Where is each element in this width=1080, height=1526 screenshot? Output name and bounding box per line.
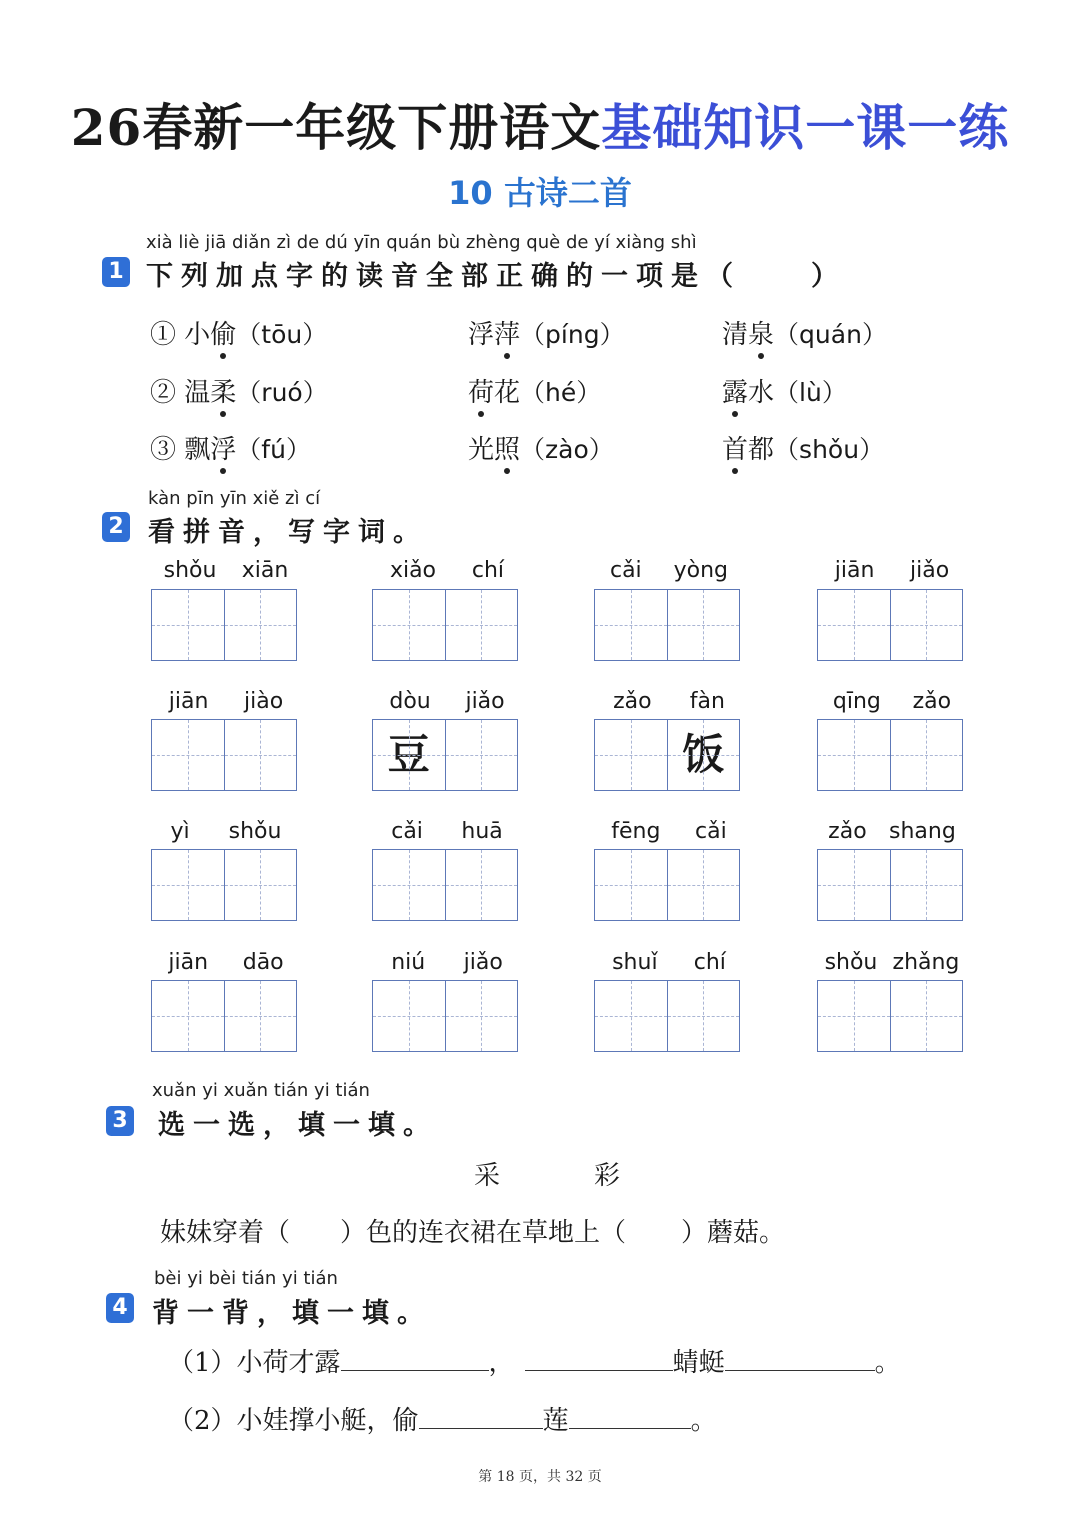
q3-choice-cai-color: 彩 <box>594 1161 621 1191</box>
option-char: ① 小 <box>150 320 211 350</box>
pinyin-syllable: shuǐ <box>612 950 658 975</box>
q4-blank-5[interactable] <box>569 1406 691 1429</box>
pinyin-syllable: dòu <box>389 689 431 714</box>
q2-number-badge: 2 <box>102 512 130 542</box>
pinyin-syllable: zǎo <box>828 819 867 844</box>
pinyin-syllable: zǎo <box>613 689 652 714</box>
writing-cell[interactable] <box>667 590 740 660</box>
cell-pinyin <box>372 689 522 714</box>
q4-line1-part-d: 。 <box>874 1348 901 1378</box>
cell-pinyin <box>594 819 744 844</box>
writing-cell[interactable] <box>818 981 890 1051</box>
cell-pinyin <box>151 819 301 844</box>
dotted-char: 浮 <box>210 435 237 465</box>
pinyin-syllable: shǒu <box>228 819 282 844</box>
writing-box <box>594 719 740 791</box>
pinyin-syllable: niú <box>391 950 426 975</box>
pinyin-syllable: yì <box>170 819 190 844</box>
option-pinyin: zào <box>545 435 589 464</box>
cell-pinyin <box>151 689 301 714</box>
writing-cell[interactable] <box>224 590 297 660</box>
pinyin-syllable: jiān <box>834 558 875 583</box>
writing-box <box>151 719 297 791</box>
q1-option <box>722 372 847 409</box>
option-char: ③ 飘 <box>150 435 211 465</box>
q3-sentence-part-c: ）蘑菇。 <box>681 1218 786 1248</box>
writing-box <box>817 980 963 1052</box>
dotted-char: 荷 <box>468 378 495 408</box>
option-char: 水 <box>748 378 775 408</box>
cell-pinyin <box>817 950 967 975</box>
q3-number-badge: 3 <box>106 1106 134 1136</box>
writing-cell[interactable] <box>595 850 667 920</box>
writing-cell[interactable] <box>890 720 963 790</box>
option-char: 都 <box>748 435 775 465</box>
writing-box <box>594 849 740 921</box>
q4-line2-part-c: 。 <box>690 1406 717 1436</box>
option-open-paren: （ <box>520 320 546 349</box>
q4-line-2 <box>168 1400 717 1437</box>
writing-cell[interactable] <box>818 850 890 920</box>
writing-cell[interactable] <box>152 720 224 790</box>
q4-number-badge: 4 <box>106 1293 134 1323</box>
option-pinyin: ruó <box>261 378 303 407</box>
option-close-paren: ） <box>821 378 847 407</box>
writing-cell[interactable] <box>152 850 224 920</box>
pinyin-syllable: jiǎo <box>465 689 505 714</box>
option-open-paren: （ <box>774 320 800 349</box>
option-pinyin: hé <box>545 378 577 407</box>
dotted-char: 首 <box>722 435 749 465</box>
writing-box <box>372 980 518 1052</box>
q4-line-1 <box>168 1342 901 1379</box>
pinyin-syllable: jiān <box>168 689 209 714</box>
pinyin-syllable: zǎo <box>912 689 952 714</box>
writing-cell[interactable] <box>818 590 890 660</box>
writing-box <box>372 589 518 661</box>
writing-cell[interactable] <box>152 981 224 1051</box>
pinyin-syllable: chí <box>471 558 505 583</box>
option-char: 清 <box>722 320 749 350</box>
pinyin-syllable: jiǎo <box>463 950 503 975</box>
pinyin-syllable: yòng <box>673 558 729 583</box>
cell-pinyin <box>151 558 301 583</box>
page-title <box>0 88 1080 160</box>
q4-blank-4[interactable] <box>419 1406 543 1429</box>
q2-question: 看拼音，写字词。 <box>148 517 428 548</box>
writing-box <box>372 719 518 791</box>
option-close-paren: ） <box>859 435 885 464</box>
cell-pinyin <box>372 819 522 844</box>
writing-cell[interactable] <box>445 850 518 920</box>
pinyin-syllable: cǎi <box>609 558 642 583</box>
q3-question: 选一选，填一填。 <box>158 1110 438 1141</box>
cell-pinyin <box>594 558 744 583</box>
q1-option <box>468 372 601 409</box>
q1-option <box>468 314 625 351</box>
q1-number-badge: 1 <box>102 257 130 287</box>
option-close-paren: ） <box>302 320 328 349</box>
writing-box <box>151 980 297 1052</box>
pinyin-syllable: xiān <box>241 558 289 583</box>
q4-line1-part-a: （1）小荷才露 <box>168 1348 341 1378</box>
dotted-char: 照 <box>494 435 521 465</box>
cell-pinyin <box>817 689 967 714</box>
writing-box <box>817 589 963 661</box>
q1-option <box>150 314 327 351</box>
q4-question: 背一背，填一填。 <box>152 1298 432 1329</box>
writing-box <box>817 719 963 791</box>
pinyin-syllable: qīng <box>832 689 881 714</box>
pinyin-syllable: jiǎo <box>910 558 950 583</box>
option-open-paren: （ <box>236 378 262 407</box>
option-open-paren: （ <box>236 435 262 464</box>
writing-box <box>594 980 740 1052</box>
q4-pinyin: bèi yi bèi tián yi tián <box>154 1268 338 1289</box>
dotted-char: 萍 <box>494 320 521 350</box>
writing-cell[interactable]: 饭 <box>667 720 740 790</box>
pinyin-syllable: huā <box>461 819 503 844</box>
writing-box <box>372 849 518 921</box>
writing-cell[interactable] <box>667 850 740 920</box>
q1-option <box>722 314 887 351</box>
pinyin-syllable: cǎi <box>391 819 423 844</box>
cell-pinyin <box>151 950 301 975</box>
q3-sentence-part-b: ）色的连衣裙在草地上（ <box>340 1218 627 1248</box>
q1-option <box>722 429 884 466</box>
option-char: 花 <box>494 378 521 408</box>
pinyin-syllable: fàn <box>689 689 725 714</box>
q4-blank-1[interactable] <box>341 1348 489 1371</box>
pinyin-syllable: xiǎo <box>389 558 437 583</box>
writing-cell[interactable] <box>224 720 297 790</box>
q1-option <box>150 372 328 409</box>
q2-pinyin: kàn pīn yīn xiě zì cí <box>148 488 321 509</box>
option-pinyin: quán <box>799 320 862 349</box>
option-pinyin: tōu <box>261 320 303 349</box>
cell-pinyin <box>594 950 744 975</box>
cell-pinyin <box>372 558 522 583</box>
q1-option <box>150 429 311 466</box>
cell-pinyin <box>817 558 967 583</box>
option-open-paren: （ <box>520 378 546 407</box>
writing-cell[interactable] <box>445 981 518 1051</box>
lesson-title: 10 古诗二首 <box>448 174 632 212</box>
writing-cell[interactable] <box>890 981 963 1051</box>
pinyin-syllable: cǎi <box>695 819 727 844</box>
pinyin-syllable: fēng <box>611 819 661 844</box>
title-black: 26春新一年级下册语文 <box>70 98 602 157</box>
writing-cell[interactable] <box>667 981 740 1051</box>
writing-cell[interactable] <box>890 850 963 920</box>
writing-box <box>151 849 297 921</box>
cell-pinyin <box>594 689 744 714</box>
writing-cell[interactable] <box>445 720 518 790</box>
pinyin-syllable: jiào <box>244 689 284 714</box>
writing-cell[interactable] <box>224 850 297 920</box>
option-open-paren: （ <box>236 320 262 349</box>
q3-choice-cai: 采 <box>474 1161 501 1191</box>
writing-cell[interactable] <box>595 590 667 660</box>
writing-box <box>594 589 740 661</box>
dotted-char: 柔 <box>210 378 237 408</box>
dotted-char: 偷 <box>210 320 237 350</box>
pinyin-syllable: shǒu <box>824 950 878 975</box>
option-pinyin: shǒu <box>799 435 860 464</box>
option-open-paren: （ <box>774 378 800 407</box>
q1-option <box>468 429 614 466</box>
option-char: ② 温 <box>150 378 211 408</box>
option-close-paren: ） <box>302 378 328 407</box>
option-open-paren: （ <box>520 435 546 464</box>
option-close-paren: ） <box>576 378 602 407</box>
q4-blank-3[interactable] <box>725 1348 875 1371</box>
writing-cell[interactable] <box>595 720 667 790</box>
q3-sentence <box>160 1212 785 1249</box>
pinyin-syllable: chí <box>693 950 726 975</box>
writing-cell[interactable] <box>818 720 890 790</box>
option-close-paren: ） <box>861 320 887 349</box>
q3-pinyin: xuǎn yi xuǎn tián yi tián <box>152 1080 370 1101</box>
option-pinyin: fú <box>261 435 286 464</box>
option-pinyin: píng <box>545 320 600 349</box>
option-char: 浮 <box>468 320 495 350</box>
writing-cell[interactable] <box>373 850 445 920</box>
writing-box <box>151 589 297 661</box>
cell-pinyin <box>372 950 522 975</box>
q1-question: 下列加点字的读音全部正确的一项是（ ） <box>146 261 846 292</box>
writing-cell[interactable] <box>224 981 297 1051</box>
pinyin-syllable: dāo <box>242 950 284 975</box>
writing-box <box>817 849 963 921</box>
option-close-paren: ） <box>285 435 311 464</box>
cell-pinyin <box>817 819 967 844</box>
q4-line1-part-b: ， <box>488 1348 515 1378</box>
writing-cell[interactable] <box>595 981 667 1051</box>
writing-cell[interactable] <box>445 590 518 660</box>
page-footer: 第 18 页，共 32 页 <box>478 1469 602 1485</box>
title-blue: 基础知识一课一练 <box>601 98 1010 157</box>
q4-line1-part-c: 蜻蜓 <box>672 1348 725 1378</box>
option-char: 光 <box>468 435 495 465</box>
q1-pinyin: xià liè jiā diǎn zì de dú yīn quán bù zhèng què de yí xiàng shì <box>146 232 697 253</box>
q3-sentence-part-a: 妹妹穿着（ <box>160 1218 291 1248</box>
q4-line2-part-a: （2）小娃撑小艇，偷 <box>168 1406 419 1436</box>
pinyin-syllable: shang <box>889 819 956 844</box>
dotted-char: 泉 <box>748 320 775 350</box>
pinyin-syllable: zhǎng <box>892 950 960 975</box>
option-close-paren: ） <box>599 320 625 349</box>
q4-blank-2[interactable] <box>525 1348 673 1371</box>
writing-cell[interactable] <box>373 981 445 1051</box>
q4-line2-part-b: 莲 <box>542 1406 569 1436</box>
writing-cell[interactable] <box>152 590 224 660</box>
dotted-char: 露 <box>722 378 749 408</box>
option-open-paren: （ <box>774 435 800 464</box>
writing-cell[interactable]: 豆 <box>373 720 445 790</box>
pinyin-syllable: jiān <box>168 950 209 975</box>
pinyin-syllable: shǒu <box>163 558 217 583</box>
option-pinyin: lù <box>799 378 822 407</box>
writing-cell[interactable] <box>890 590 963 660</box>
writing-cell[interactable] <box>373 590 445 660</box>
option-close-paren: ） <box>588 435 614 464</box>
